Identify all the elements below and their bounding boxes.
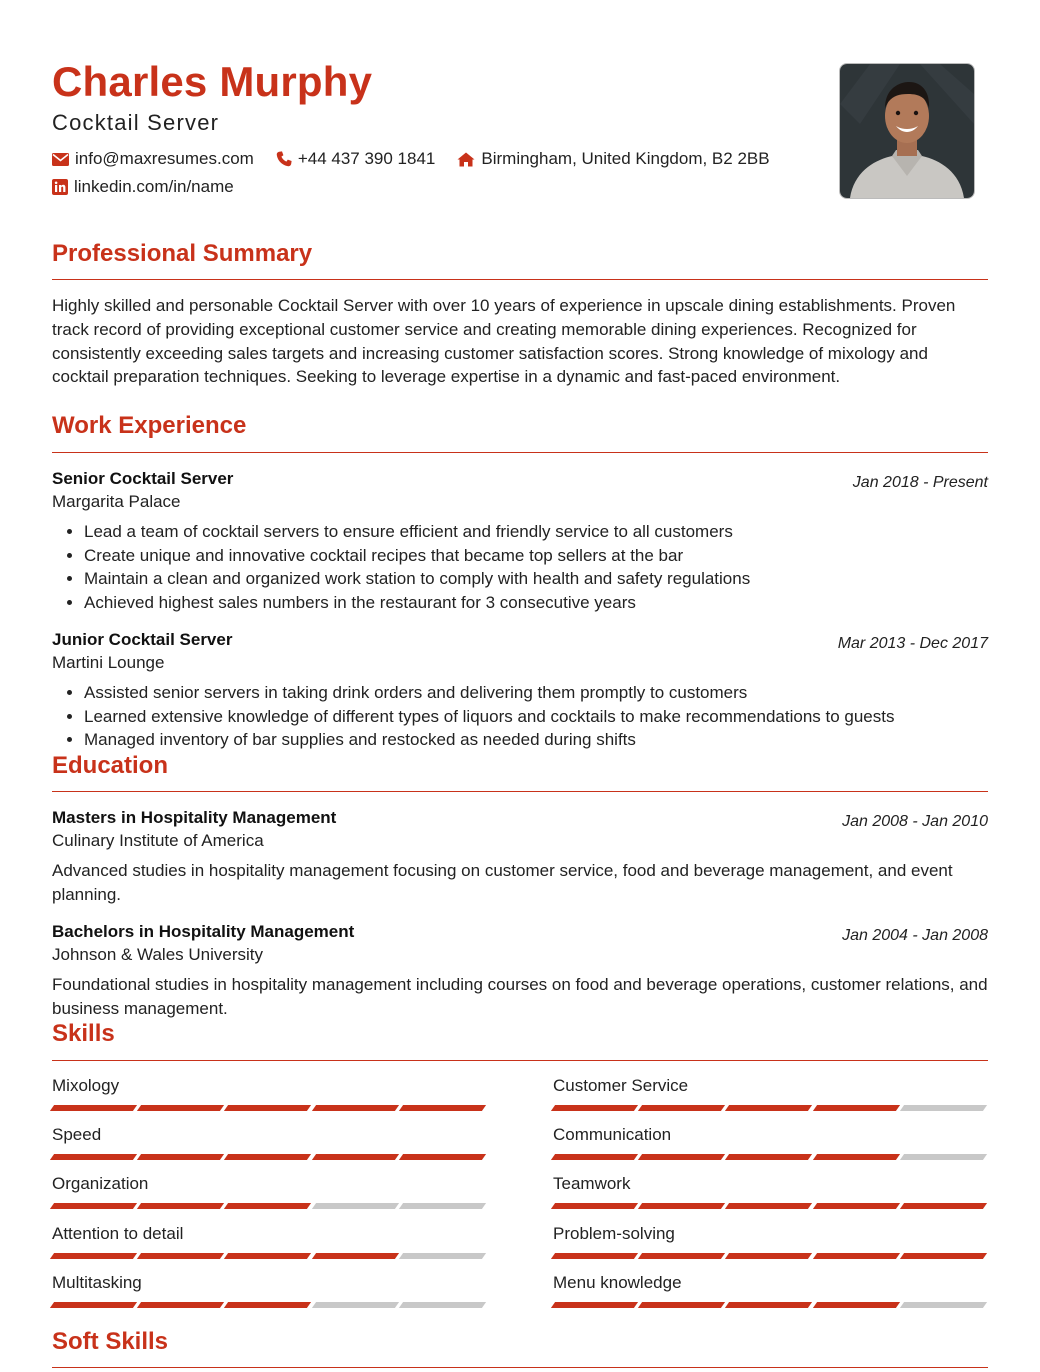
job-dates-1: Jan 2018 - Present xyxy=(852,474,988,491)
rating-segment-empty xyxy=(900,1105,987,1111)
skill-name: Menu knowledge xyxy=(553,1272,682,1292)
section-divider xyxy=(52,791,988,792)
rating-segment-filled xyxy=(812,1105,899,1111)
contact-row-2 xyxy=(52,177,256,197)
skill-item xyxy=(553,1075,989,1111)
rating-segment-filled xyxy=(551,1154,638,1160)
skill-item xyxy=(553,1272,989,1308)
list-item: • Assisted senior servers in taking drink orders and delivering them promptly to customers xyxy=(84,681,988,705)
edu-description-1: Advanced studies in hospitality management focusing on customer service, food and beverage management, and event planning. xyxy=(52,861,953,904)
skill-name: Customer Service xyxy=(553,1076,689,1095)
list-item: • Create unique and innovative cocktail recipes that became top sellers at the bar xyxy=(84,544,988,568)
job-title-2: Junior Cocktail Server xyxy=(52,630,233,649)
list-item: • Maintain a clean and organized work station to comply with health and safety regulations xyxy=(84,567,988,591)
rating-segment-filled xyxy=(224,1105,311,1111)
rating-segment-filled xyxy=(224,1253,311,1259)
rating-segment-filled xyxy=(137,1154,224,1160)
school-1: Culinary Institute of America xyxy=(52,831,264,850)
job-dates-2: Mar 2013 - Dec 2017 xyxy=(837,635,988,652)
skill-item xyxy=(52,1075,488,1111)
work-heading: Work Experience xyxy=(52,412,247,439)
rating-segment-filled xyxy=(137,1203,224,1209)
summary-heading: Professional Summary xyxy=(52,240,313,267)
rating-segment-filled xyxy=(551,1302,638,1308)
rating-segment-filled xyxy=(311,1253,398,1259)
email-text: info@maxresumes.com xyxy=(75,149,254,168)
skill-name: Attention to detail xyxy=(52,1223,184,1243)
skill-item xyxy=(553,1124,989,1160)
phone-contact[interactable] xyxy=(276,149,436,169)
email-contact[interactable] xyxy=(52,149,254,169)
rating-segment-empty xyxy=(399,1203,486,1209)
rating-segment-filled xyxy=(50,1253,137,1259)
envelope-icon xyxy=(52,153,69,166)
rating-segment-filled xyxy=(812,1253,899,1259)
skill-rating xyxy=(52,1203,488,1209)
skill-item xyxy=(553,1173,989,1209)
skill-rating xyxy=(52,1154,488,1160)
rating-segment-filled xyxy=(812,1203,899,1209)
school-2: Johnson & Wales University xyxy=(52,945,264,964)
rating-segment-empty xyxy=(399,1302,486,1308)
phone-icon xyxy=(276,151,292,167)
list-item: • Achieved highest sales numbers in the restaurant for 3 consecutive years xyxy=(84,591,988,615)
rating-segment-empty xyxy=(311,1203,398,1209)
profile-photo xyxy=(839,63,975,199)
skill-name: Organization xyxy=(52,1174,149,1194)
rating-segment-filled xyxy=(224,1203,311,1209)
company-2: Martini Lounge xyxy=(52,653,165,672)
skill-name: Teamwork xyxy=(553,1174,631,1194)
rating-segment-filled xyxy=(638,1203,725,1209)
rating-segment-filled xyxy=(399,1105,486,1111)
rating-segment-filled xyxy=(725,1154,812,1160)
education-heading: Education xyxy=(52,752,169,779)
soft-skills-heading: Soft Skills xyxy=(52,1328,169,1355)
company-1: Margarita Palace xyxy=(52,492,181,511)
section-divider xyxy=(52,1060,988,1061)
skill-name: Speed xyxy=(52,1125,102,1145)
rating-segment-filled xyxy=(551,1105,638,1111)
rating-segment-filled xyxy=(137,1253,224,1259)
skill-rating xyxy=(553,1154,989,1160)
rating-segment-empty xyxy=(900,1154,987,1160)
rating-segment-filled xyxy=(725,1105,812,1111)
section-divider xyxy=(52,279,988,280)
rating-segment-filled xyxy=(812,1302,899,1308)
skill-item xyxy=(52,1272,488,1308)
list-item: • Managed inventory of bar supplies and restocked as needed during shifts xyxy=(84,728,988,752)
linkedin-icon xyxy=(52,179,68,195)
rating-segment-filled xyxy=(50,1105,137,1111)
rating-segment-filled xyxy=(812,1154,899,1160)
skill-item xyxy=(52,1223,488,1259)
skill-name: Multitasking xyxy=(52,1272,142,1292)
skill-rating xyxy=(553,1253,989,1259)
rating-segment-filled xyxy=(137,1302,224,1308)
job-title-1: Senior Cocktail Server xyxy=(52,469,234,488)
skill-rating xyxy=(553,1203,989,1209)
rating-segment-filled xyxy=(224,1154,311,1160)
skill-item xyxy=(52,1124,488,1160)
rating-segment-filled xyxy=(638,1253,725,1259)
rating-segment-filled xyxy=(638,1302,725,1308)
rating-segment-filled xyxy=(311,1154,398,1160)
rating-segment-filled xyxy=(311,1105,398,1111)
rating-segment-filled xyxy=(224,1302,311,1308)
degree-1: Masters in Hospitality Management xyxy=(52,808,337,827)
skill-rating xyxy=(553,1105,989,1111)
linkedin-text: linkedin.com/in/name xyxy=(74,177,234,196)
skill-rating xyxy=(52,1253,488,1259)
rating-segment-filled xyxy=(551,1253,638,1259)
linkedin-contact[interactable] xyxy=(52,177,234,197)
list-item: • Lead a team of cocktail servers to ensure efficient and friendly service to all customers xyxy=(84,520,988,544)
rating-segment-empty xyxy=(900,1302,987,1308)
rating-segment-filled xyxy=(551,1203,638,1209)
summary-text: Highly skilled and personable Cocktail Server with over 10 years of experience in upscale dining establishments. Proven track record of providing exceptional customer service and creating memorable dining experiences. Recognized for consistently exceeding sales targets and increasing customer satisfaction scores. Strong knowledge of mixology and cocktail preparation techniques. Seeking to leverage expertise in a dynamic and fast-paced environment. xyxy=(52,296,956,387)
job-bullets-2 xyxy=(52,681,988,752)
edu-dates-2: Jan 2004 - Jan 2008 xyxy=(842,927,988,944)
rating-segment-filled xyxy=(725,1253,812,1259)
rating-segment-filled xyxy=(725,1302,812,1308)
edu-description-2: Foundational studies in hospitality management including courses on food and beverage operations, customer relations, and business management. xyxy=(52,975,988,1018)
rating-segment-filled xyxy=(638,1105,725,1111)
skill-name: Communication xyxy=(553,1125,672,1145)
rating-segment-empty xyxy=(399,1253,486,1259)
rating-segment-filled xyxy=(725,1203,812,1209)
list-item: • Learned extensive knowledge of different types of liquors and cocktails to make recommendations to guests xyxy=(84,705,988,729)
edu-dates-1: Jan 2008 - Jan 2010 xyxy=(842,813,988,830)
section-divider xyxy=(52,452,988,453)
rating-segment-filled xyxy=(50,1203,137,1209)
rating-segment-filled xyxy=(50,1302,137,1308)
skill-item xyxy=(553,1223,989,1259)
job-bullets-1 xyxy=(52,520,988,614)
home-icon xyxy=(457,152,475,167)
degree-2: Bachelors in Hospitality Management xyxy=(52,922,355,941)
contact-row xyxy=(52,149,792,169)
location-text: Birmingham, United Kingdom, B2 2BB xyxy=(481,149,770,168)
rating-segment-empty xyxy=(311,1302,398,1308)
skill-name: Problem-solving xyxy=(553,1223,675,1243)
skill-name: Mixology xyxy=(52,1076,120,1095)
job-title: Cocktail Server xyxy=(52,110,220,135)
rating-segment-filled xyxy=(900,1203,987,1209)
candidate-name: Charles Murphy xyxy=(52,58,373,105)
rating-segment-filled xyxy=(638,1154,725,1160)
skill-rating xyxy=(52,1302,488,1308)
skills-heading: Skills xyxy=(52,1020,115,1047)
phone-text: +44 437 390 1841 xyxy=(297,149,436,168)
skill-rating xyxy=(52,1105,488,1111)
skill-item xyxy=(52,1173,488,1209)
rating-segment-filled xyxy=(50,1154,137,1160)
rating-segment-filled xyxy=(900,1253,987,1259)
rating-segment-filled xyxy=(399,1154,486,1160)
skill-rating xyxy=(553,1302,989,1308)
section-divider xyxy=(52,1367,988,1368)
rating-segment-filled xyxy=(137,1105,224,1111)
location-contact xyxy=(457,149,769,169)
